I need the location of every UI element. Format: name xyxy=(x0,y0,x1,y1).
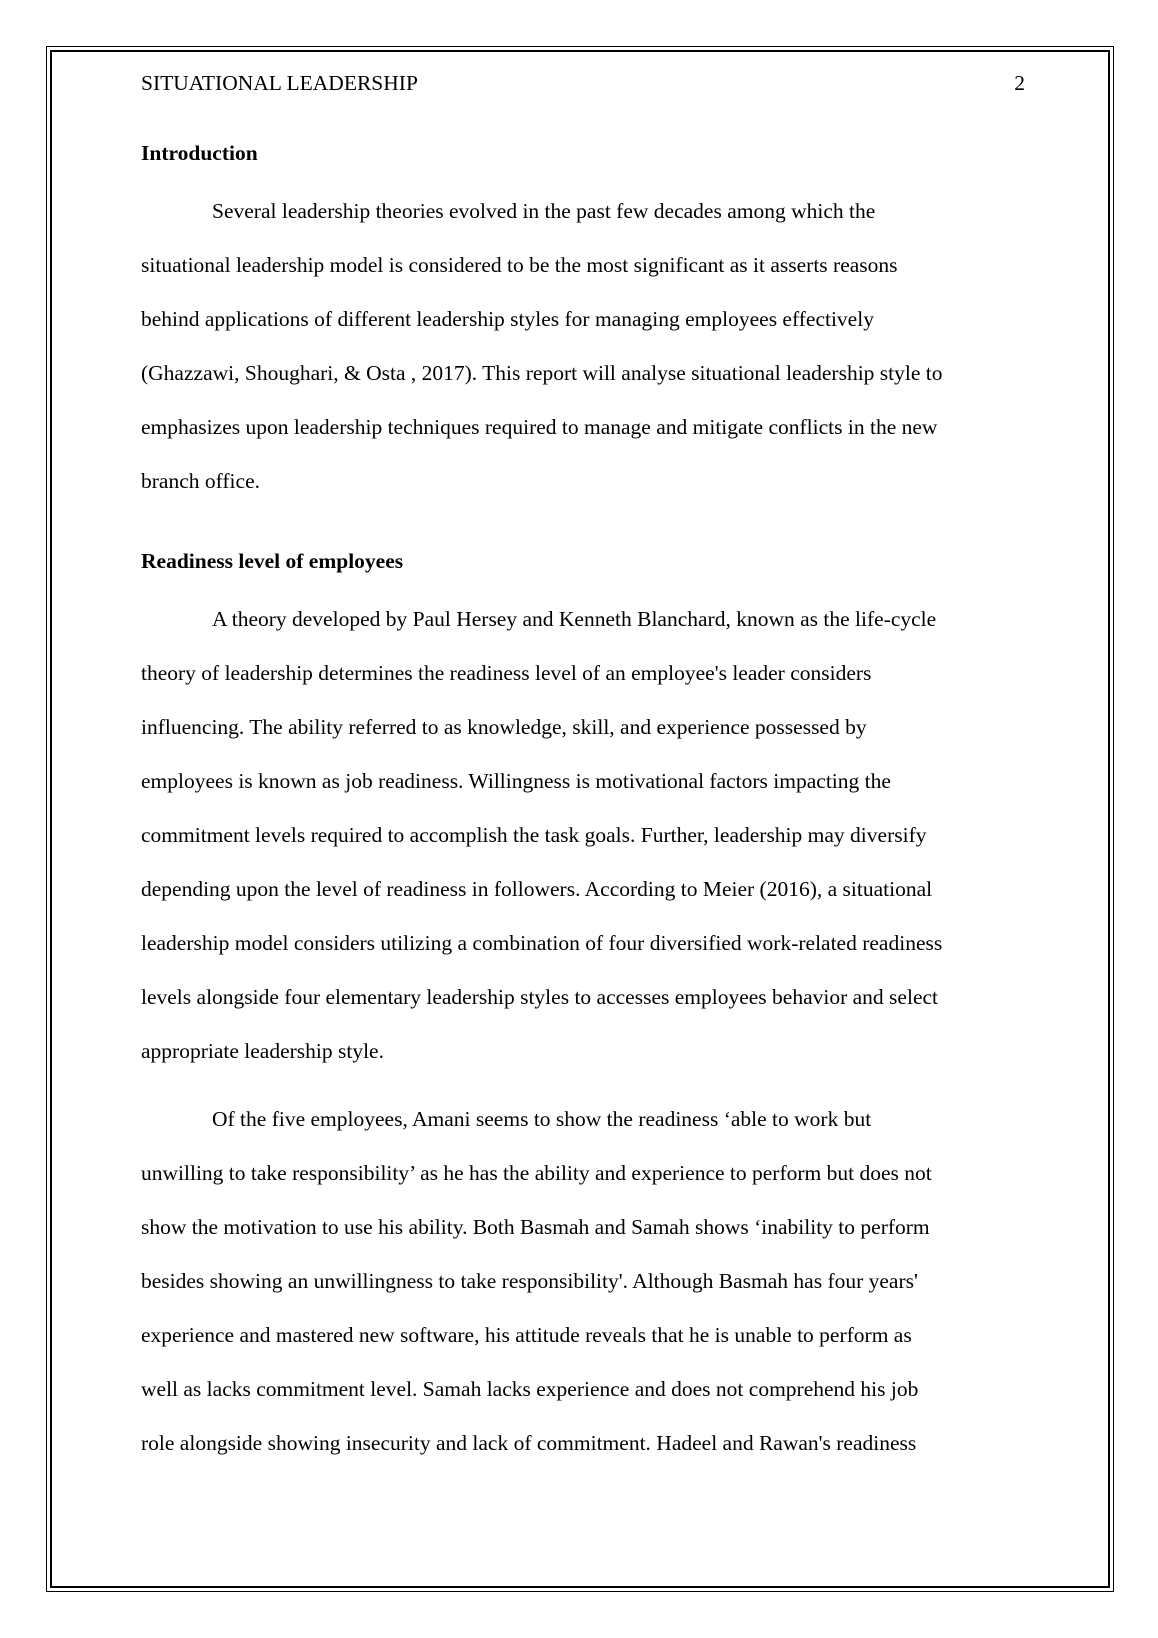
readiness-paragraph-2: Of the five employees, Amani seems to show the readiness ‘able to work but unwilling to take responsibility’ as he has the ability and experience to perform but does not show the motivation to use his ability. Both Basmah and Samah shows ‘inability to perform besides showing an unwillingness to take responsibility'. Although Basmah has four years' experience and mastered new software, his attitude reveals that he is unable to perform as well as lacks commitment level. Samah lacks experience and does not comprehend his job role alongside showing insecurity and lack of commitment. Hadeel and Rawan's readiness xyxy=(141,1107,932,1455)
readiness-heading: Readiness level of employees xyxy=(141,549,404,573)
readiness-paragraph-1: A theory developed by Paul Hersey and Kenneth Blanchard, known as the life-cycle theory of leadership determines the readiness level of an employee's leader considers influencing. The ability referred to as knowledge, skill, and experience possessed by employees is known as job readiness. Willingness is motivational factors impacting the commitment levels required to accomplish the task goals. Further, leadership may diversify depending upon the level of readiness in followers. According to Meier (2016), a situational leadership model considers utilizing a combination of four diversified work-related readiness levels alongside four elementary leadership styles to accesses employees behavior and select appropriate leadership style. xyxy=(141,607,943,1063)
running-head xyxy=(141,66,1025,100)
running-title: SITUATIONAL LEADERSHIP xyxy=(141,71,418,95)
introduction-paragraph: Several leadership theories evolved in the past few decades among which the situational leadership model is considered to be the most significant as it asserts reasons behind applications of different leadership styles for managing employees effectively (Ghazzawi, Shoughari, & Osta , 2017). This report will analyse situational leadership style to emphasizes upon leadership techniques required to manage and mitigate conflicts in the new branch office. xyxy=(141,199,943,493)
page-number: 2 xyxy=(1014,71,1025,95)
introduction-heading: Introduction xyxy=(141,141,258,165)
document-body xyxy=(141,66,1025,1470)
